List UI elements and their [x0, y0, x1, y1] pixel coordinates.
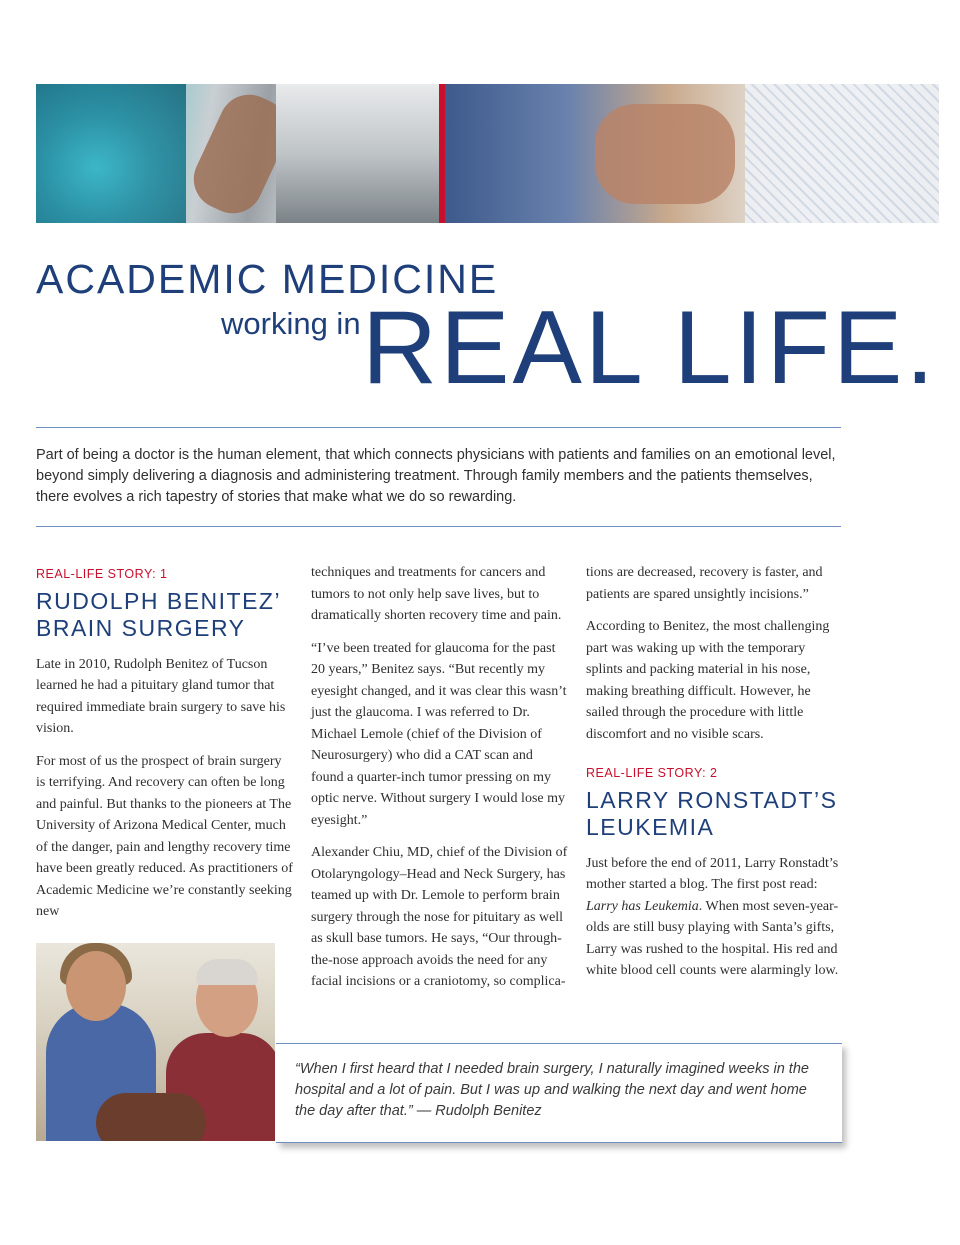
- story2-title-line2: LEUKEMIA: [586, 813, 715, 840]
- story2-kicker: REAL-LIFE STORY: 2: [586, 766, 718, 780]
- benitez-couple-photo: [36, 943, 275, 1141]
- pull-quote-text: “When I first heard that I needed brain surgery, I naturally imagined weeks in the hospital and a lot of pain. But I was up and walking the next day and went home the day after that.” — Rudolph Benitez: [295, 1061, 809, 1119]
- machine-shape: [276, 84, 439, 223]
- headline-academic-medicine: ACADEMIC MEDICINE: [36, 256, 499, 302]
- story2-title: [586, 787, 842, 841]
- story1-paragraph-3: techniques and treatments for cancers and tumors to not only help save lives, but to dramatically shorten recovery time and pain.: [311, 565, 562, 623]
- story1-title: [36, 588, 294, 642]
- story2-blog-title: Larry has Leukemia: [586, 898, 699, 914]
- top-rule: [36, 427, 841, 428]
- story1-paragraph-5: Alexander Chiu, MD, chief of the Division of Otolaryngology–Head and Neck Surgery, has teamed up with Dr. Lemole to perform brain surgery through the nose for pituitary as well as skull base tumors. He says, “Our through-the-nose approach avoids the need for any facial incisions or a craniotomy, so complica-: [311, 845, 568, 989]
- woman-head-shape: [66, 951, 126, 1021]
- story1-paragraph-6: tions are decreased, recovery is faster, and patients are spared unsightly incisions.”: [586, 565, 823, 602]
- pillow-shape: [96, 1093, 206, 1141]
- headline-working-in: working in: [221, 306, 361, 341]
- header-photo-banner: [36, 84, 939, 223]
- column-3: [586, 562, 842, 993]
- column-1: [36, 564, 294, 934]
- story1-paragraph-4: “I’ve been treated for glaucoma for the past 20 years,” Benitez says. “But recently my eyesight changed, and it was clear this wasn’t just the glaucoma. I was referred to Dr. Michael Lemole (chief of the Division of Neurosurgery) who did a CAT scan and found a quarter-inch tumor pressing on my optic nerve. Without surgery I would lose my eyesight.”: [311, 640, 567, 828]
- story2-title-line1: LARRY RONSTADT’S: [586, 786, 838, 813]
- middle-rule: [36, 526, 841, 527]
- holding-hands-photo: [445, 84, 939, 223]
- story1-title-line1: RUDOLPH BENITEZ’: [36, 587, 282, 614]
- story1-kicker: REAL-LIFE STORY: 1: [36, 567, 168, 581]
- story1-paragraph-7: According to Benitez, the most challenging part was waking up with the temporary splints and packing material in his nose, making breathing difficult. However, he sailed through the procedure with little discomfort and no visible scars.: [586, 619, 830, 742]
- column-2: [311, 562, 569, 1004]
- story1-paragraph-1: Late in 2010, Rudolph Benitez of Tucson learned he had a pituitary gland tumor that required immediate brain surgery to save his vision.: [36, 656, 286, 736]
- scrubs-shape: [36, 84, 186, 223]
- story2-text-a: Just before the end of 2011, Larry Ronstadt’s mother started a blog. The first post read:: [586, 855, 839, 892]
- story1-title-line2: BRAIN SURGERY: [36, 614, 246, 641]
- surgeon-robot-photo: [36, 84, 439, 223]
- headline-real-life: REAL LIFE.: [362, 290, 938, 406]
- story1-paragraph-2: For most of us the prospect of brain surgery is terrifying. And recovery can often be long and painful. But thanks to the pioneers at The University of Arizona Medical Center, much of the danger, pain and lengthy recovery time have been greatly reduced. As practitioners of Academic Medicine we’re constantly seeking new: [36, 753, 293, 919]
- gown-shape: [745, 84, 939, 223]
- intro-paragraph: Part of being a doctor is the human element, that which connects physicians with patients and families on an emotional level, beyond simply delivering a diagnosis and administering treatment. Through family members and the patients themselves, there evolves a rich tapestry of stories that make what we do so rewarding.: [36, 447, 836, 505]
- hands-shape: [595, 104, 735, 204]
- man-hair-shape: [196, 959, 258, 985]
- story2-text-b: . When most seven-year-olds are still busy playing with Santa’s gifts, Larry was rushed to the hospital. His red and white blood cell counts were alarmingly low.: [586, 898, 839, 978]
- story2-paragraph-1: [586, 853, 842, 982]
- pull-quote-box: [276, 1043, 842, 1143]
